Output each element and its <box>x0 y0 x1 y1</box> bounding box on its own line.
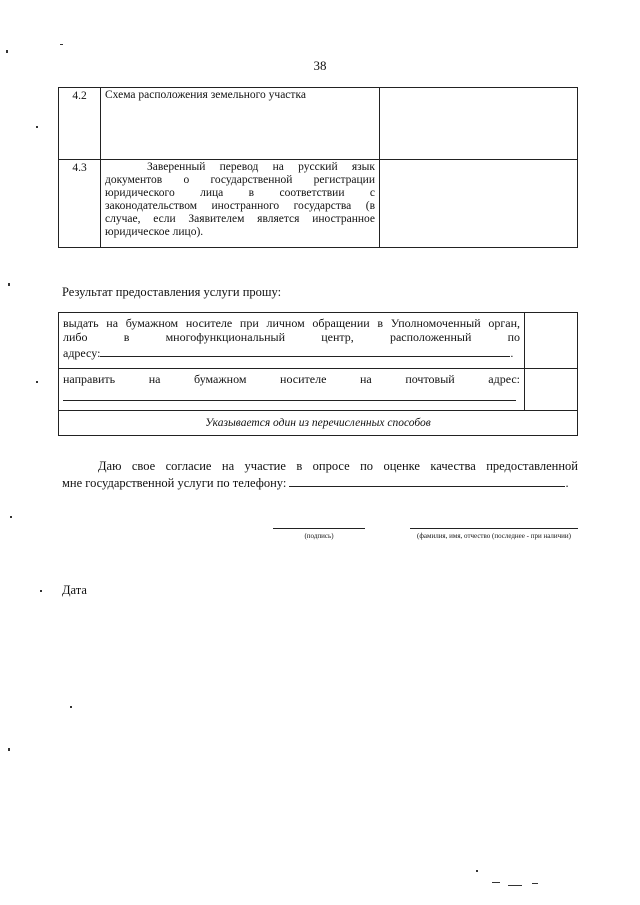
page-number: 38 <box>313 58 327 73</box>
row-number: 4.3 <box>59 160 101 248</box>
option-text-paper-in-person <box>59 313 525 369</box>
scan-mark <box>8 283 10 286</box>
scan-mark <box>6 50 8 53</box>
option-row <box>59 313 578 369</box>
scan-mark <box>60 44 63 45</box>
consent-line: Даю свое согласие на участие в опросе по оценке качества предоставленной <box>98 459 578 473</box>
consent-phone-line <box>62 474 578 491</box>
signature-caption: (подпись) <box>304 532 334 540</box>
address-field[interactable] <box>100 344 510 357</box>
row-description: Схема расположения земельного участка <box>101 88 380 160</box>
address-line <box>63 344 520 360</box>
scan-mark <box>532 883 538 884</box>
option-row <box>59 369 578 411</box>
scan-mark <box>508 885 522 886</box>
address-label: адресу: <box>63 346 101 360</box>
option-footer-row <box>59 411 578 436</box>
scan-mark <box>476 870 478 872</box>
result-heading: Результат предоставления услуги прошу: <box>62 285 282 299</box>
option-line: либо в многофункциональный центр, расположенный по <box>63 330 520 344</box>
postal-address-field[interactable] <box>63 386 516 401</box>
consent-line: мне государственной услуги по телефону: <box>62 476 287 490</box>
consent-end: . <box>565 476 569 490</box>
option-checkbox[interactable] <box>525 369 578 411</box>
table-row <box>59 88 578 160</box>
scan-mark <box>40 590 42 592</box>
delivery-options-table <box>58 312 578 436</box>
documents-table <box>58 87 578 248</box>
scan-mark <box>70 706 72 708</box>
scan-mark <box>10 516 12 518</box>
scan-mark <box>36 381 38 383</box>
row-value-cell[interactable] <box>380 88 578 160</box>
scan-mark <box>492 882 500 883</box>
consent-block <box>62 458 578 491</box>
date-label: Дата <box>62 583 87 597</box>
signature-field[interactable] <box>273 528 365 529</box>
scan-mark <box>36 126 38 128</box>
options-note: Указывается один из перечисленных способов <box>59 411 578 436</box>
table-row <box>59 160 578 248</box>
option-line: выдать на бумажном носителе при личном обращении в Уполномоченный орган, <box>63 316 520 330</box>
row-description: Заверенный перевод на русский язык документов о государственной регистрации юридического лица в соответствии с законодательством иностранного государства (в случае, если Заявителем является иностранное юридическое лицо). <box>101 160 380 248</box>
address-end: . <box>510 346 514 360</box>
option-line: направить на бумажном носителе на почтовый адрес: <box>63 372 520 386</box>
full-name-caption: (фамилия, имя, отчество (последнее - при наличии) <box>417 532 571 540</box>
scan-mark <box>8 748 10 751</box>
option-text-postal <box>59 369 525 411</box>
full-name-field[interactable] <box>410 528 578 529</box>
row-number: 4.2 <box>59 88 101 160</box>
phone-field[interactable] <box>289 474 565 487</box>
option-checkbox[interactable] <box>525 313 578 369</box>
row-value-cell[interactable] <box>380 160 578 248</box>
